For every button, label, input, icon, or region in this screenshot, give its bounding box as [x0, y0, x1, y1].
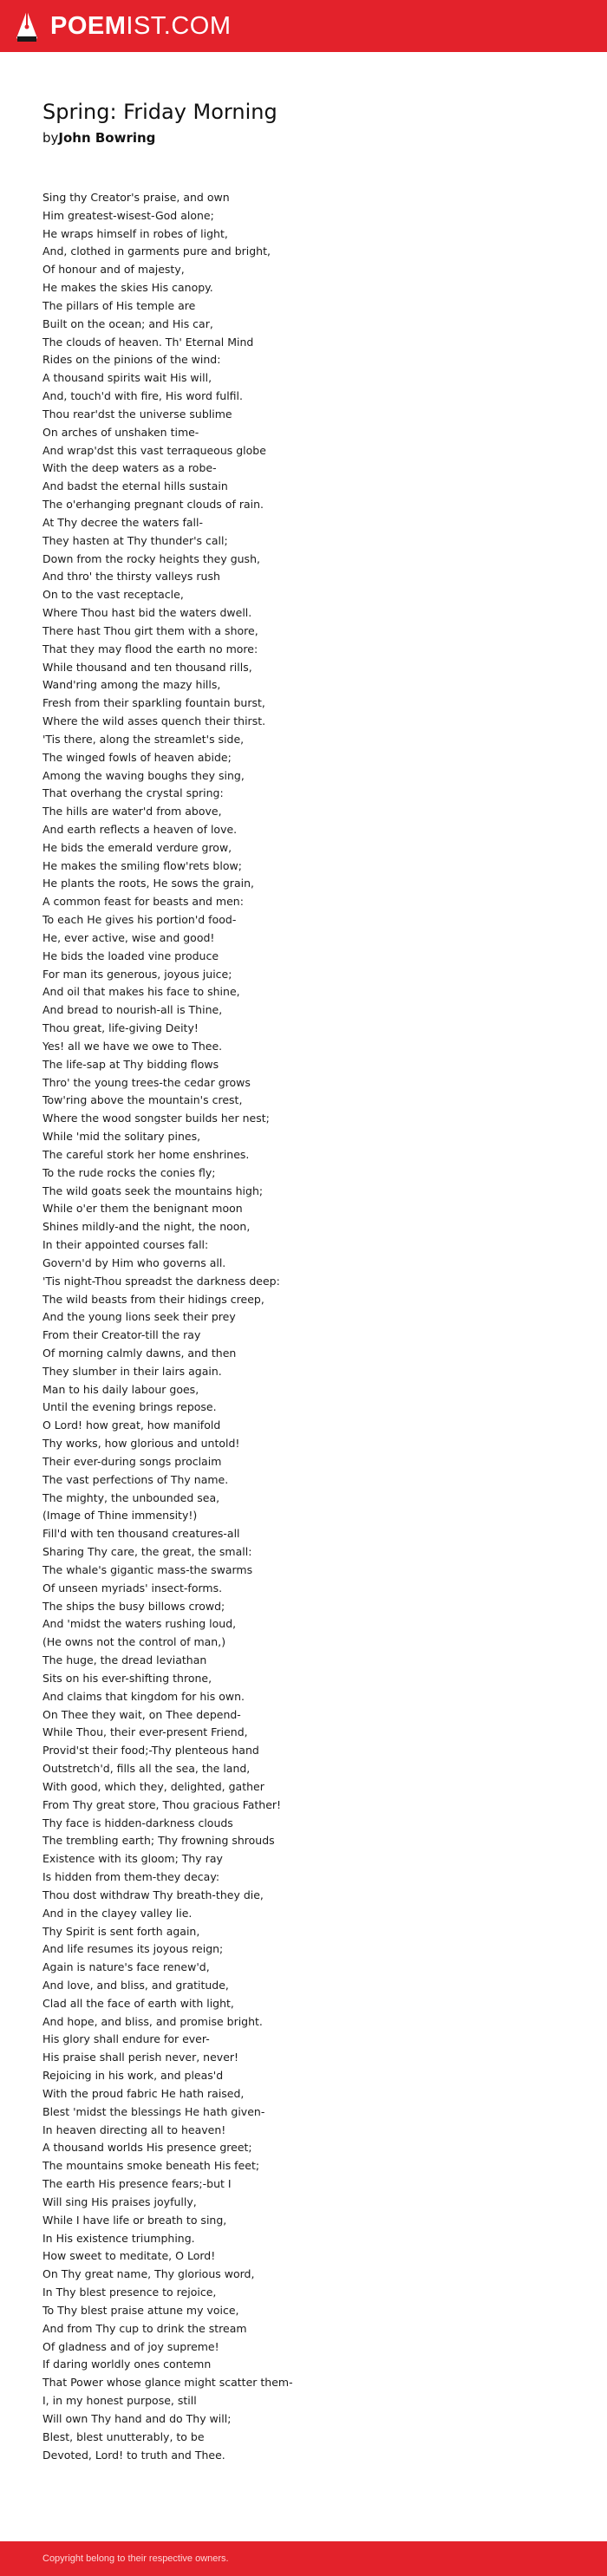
poem-line: The vast perfections of Thy name. — [42, 1472, 229, 1486]
poem-line: That they may flood the earth no more: — [42, 642, 258, 655]
poem-line: While o'er them the benignant moon — [42, 1202, 243, 1216]
poem-line: Will sing His praises joyfully, — [42, 2194, 197, 2208]
poem-line: Again is nature's face renew'd, — [42, 1960, 210, 1974]
poem-line: (Image of Thine immensity!) — [42, 1509, 198, 1523]
poem-line: He makes the smiling flow'rets blow; — [42, 858, 242, 872]
poem-line: To the rude rocks the conies fly; — [42, 1165, 216, 1179]
byline — [42, 129, 155, 147]
poem-title: Spring: Friday Morning — [42, 100, 277, 124]
poem-line: Outstretch'd, fills all the sea, the land, — [42, 1762, 251, 1776]
poem-line: The hills are water'd from above, — [42, 805, 222, 818]
poem-line: Wand'ring among the mazy hills, — [42, 678, 221, 692]
poem-line: While Thou, their ever-present Friend, — [42, 1725, 248, 1739]
poem-line: The trembling earth; Thy frowning shrouds — [42, 1834, 275, 1848]
footer-bar — [0, 2541, 607, 2576]
poem-line: And oil that makes his face to shine, — [42, 985, 240, 999]
poem-line: Rejoicing in his work, and pleas'd — [42, 2069, 224, 2083]
poem-line: And in the clayey valley lie. — [42, 1906, 193, 1920]
poem-line: 'Tis night-Thou spreadst the darkness deep: — [42, 1274, 280, 1288]
poem-line: The mighty, the unbounded sea, — [42, 1490, 220, 1504]
poem-line: From their Creator-till the ray — [42, 1328, 201, 1342]
poem-line: At Thy decree the waters fall- — [42, 515, 203, 529]
poem-line: A thousand spirits wait His will, — [42, 371, 212, 385]
poem-line: He bids the emerald verdure grow, — [42, 840, 232, 854]
poem-line: His glory shall endure for ever- — [42, 2032, 210, 2046]
poem-line: With the deep waters as a robe- — [42, 461, 217, 475]
poem-line: And badst the eternal hills sustain — [42, 479, 228, 493]
poem-line: In His existence triumphing. — [42, 2231, 195, 2245]
poem-line: And claims that kingdom for his own. — [42, 1689, 245, 1703]
poem-line: If daring worldly ones contemn — [42, 2358, 212, 2371]
poem-line: The winged fowls of heaven abide; — [42, 750, 232, 764]
poem-line: And bread to nourish-all is Thine, — [42, 1003, 223, 1017]
poem-line: In heaven directing all to heaven! — [42, 2123, 226, 2136]
poem-line: Thy works, how glorious and untold! — [42, 1437, 240, 1451]
poem-line: Thy face is hidden-darkness clouds — [42, 1816, 233, 1829]
poem-line: The earth His presence fears;-but I — [42, 2177, 232, 2191]
poem-line: The wild goats seek the mountains high; — [42, 1184, 264, 1197]
poem-line: On Thy great name, Thy glorious word, — [42, 2267, 255, 2281]
poem-line: For man its generous, joyous juice; — [42, 967, 232, 981]
brand-light: IST.COM — [126, 12, 232, 40]
poem-line: He plants the roots, He sows the grain, — [42, 877, 254, 890]
poem-line: And, touch'd with fire, His word fulfil. — [42, 389, 244, 403]
poem-line: Blest 'midst the blessings He hath given- — [42, 2104, 265, 2118]
poem-line: I, in my honest purpose, still — [42, 2394, 197, 2408]
poem-line: Of honour and of majesty, — [42, 263, 185, 277]
poem-line: He, ever active, wise and good! — [42, 930, 215, 944]
poem-line: Man to his daily labour goes, — [42, 1382, 199, 1396]
poem-line: And love, and bliss, and gratitude, — [42, 1978, 229, 1992]
pen-nib-icon[interactable] — [15, 10, 39, 42]
poem-line: They hasten at Thy thunder's call; — [42, 533, 228, 547]
poem-line: And the young lions seek their prey — [42, 1310, 236, 1324]
poem-line: He makes the skies His canopy. — [42, 281, 213, 295]
poem-line: Among the waving boughs they sing, — [42, 768, 245, 782]
poem-line: On arches of unshaken time- — [42, 425, 199, 439]
poem-line: The careful stork her home enshrines. — [42, 1147, 250, 1161]
poem-line: Their ever-during songs proclaim — [42, 1454, 222, 1468]
poem-line: Of unseen myriads' insect-forms. — [42, 1581, 223, 1595]
poem-line: From Thy great store, Thou gracious Father! — [42, 1797, 282, 1811]
poem-line: Blest, blest unutterably, to be — [42, 2429, 205, 2443]
poem-line: The clouds of heaven. Th' Eternal Mind — [42, 335, 254, 349]
poem-line: Where the wild asses quench their thirst. — [42, 714, 266, 728]
poem-line: Until the evening brings repose. — [42, 1400, 217, 1414]
poem-line: Provid'st their food;-Thy plenteous hand — [42, 1744, 259, 1758]
brand-bold: POEM — [50, 12, 127, 40]
poem-line: He wraps himself in robes of light, — [42, 226, 228, 240]
poem-line: With the proud fabric He hath raised, — [42, 2086, 245, 2100]
poem-line: Devoted, Lord! to truth and Thee. — [42, 2448, 225, 2462]
poem-line: A common feast for beasts and men: — [42, 895, 244, 909]
poem-line: 'Tis there, along the streamlet's side, — [42, 732, 245, 746]
poem-line: Thro' the young trees-the cedar grows — [42, 1075, 251, 1089]
poem-line: The o'erhanging pregnant clouds of rain. — [42, 498, 264, 512]
poem-line: While I have life or breath to sing, — [42, 2213, 227, 2227]
poem-line: Will own Thy hand and do Thy will; — [42, 2411, 232, 2425]
poem-line: Is hidden from them-they decay: — [42, 1870, 220, 1884]
poem-line: The wild beasts from their hidings creep, — [42, 1292, 264, 1306]
poem-line: The mountains smoke beneath His feet; — [42, 2159, 260, 2173]
poem-line: His praise shall perish never, never! — [42, 2051, 239, 2064]
poem-line: And, clothed in garments pure and bright, — [42, 245, 271, 258]
poem-line: Of morning calmly dawns, and then — [42, 1347, 237, 1360]
poem-line: And 'midst the waters rushing loud, — [42, 1617, 237, 1631]
poem-line: The ships the busy billows crowd; — [42, 1599, 225, 1613]
author-link[interactable]: John Bowring — [58, 130, 156, 146]
poem-line: That Power whose glance might scatter them- — [42, 2376, 293, 2390]
poem-line: Thou rear'dst the universe sublime — [42, 407, 232, 421]
poem-line: Of gladness and of joy supreme! — [42, 2339, 219, 2353]
poem-line: Built on the ocean; and His car, — [42, 316, 213, 330]
poem-line: In their appointed courses fall: — [42, 1238, 209, 1252]
poem-line: Govern'd by Him who governs all. — [42, 1255, 226, 1269]
poem-line: (He owns not the control of man,) — [42, 1635, 226, 1649]
poem-line: The whale's gigantic mass-the swarms — [42, 1562, 253, 1576]
poem-line: And wrap'dst this vast terraqueous globe — [42, 443, 266, 457]
poem-line: Where Thou hast bid the waters dwell. — [42, 606, 252, 620]
poem-line: The life-sap at Thy bidding flows — [42, 1057, 219, 1071]
poem-line: Thou great, life-giving Deity! — [42, 1021, 199, 1035]
poem-line: To each He gives his portion'd food- — [42, 913, 237, 927]
by-label: by — [42, 130, 59, 146]
poem-line: With good, which they, delighted, gather — [42, 1779, 264, 1793]
poem-body — [42, 189, 580, 2464]
poem-line: While thousand and ten thousand rills, — [42, 660, 252, 674]
poem-line: The pillars of His temple are — [42, 298, 196, 312]
poem-line: They slumber in their lairs again. — [42, 1364, 222, 1378]
poem-line: Sharing Thy care, the great, the small: — [42, 1545, 252, 1559]
poem-line: Existence with its gloom; Thy ray — [42, 1852, 223, 1866]
header-bar — [0, 0, 607, 52]
poem-line: A thousand worlds His presence greet; — [42, 2141, 252, 2155]
poem-line: Yes! all we have we owe to Thee. — [42, 1039, 223, 1053]
poem-line: And earth reflects a heaven of love. — [42, 822, 238, 836]
poem-line: Him greatest-wisest-God alone; — [42, 208, 214, 222]
poem-line: On Thee they wait, on Thee depend- — [42, 1707, 241, 1721]
poem-line: Fresh from their sparkling fountain burst, — [42, 696, 265, 710]
site-logo[interactable] — [50, 12, 232, 40]
poem-line: And hope, and bliss, and promise bright. — [42, 2014, 263, 2028]
poem-line: Shines mildly-and the night, the noon, — [42, 1220, 251, 1234]
poem-line: On to the vast receptacle, — [42, 588, 184, 602]
poem-line: While 'mid the solitary pines, — [42, 1130, 201, 1144]
poem-line: Sits on his ever-shifting throne, — [42, 1671, 212, 1685]
poem-line: The huge, the dread leviathan — [42, 1653, 207, 1667]
poem-line: And life resumes its joyous reign; — [42, 1942, 224, 1956]
poem-line: Fill'd with ten thousand creatures-all — [42, 1527, 240, 1541]
poem-line: Where the wood songster builds her nest; — [42, 1112, 270, 1125]
poem-line: In Thy blest presence to rejoice, — [42, 2286, 217, 2299]
poem-line: And thro' the thirsty valleys rush — [42, 570, 220, 584]
poem-line: There hast Thou girt them with a shore, — [42, 623, 258, 637]
poem-line: That overhang the crystal spring: — [42, 786, 224, 800]
poem-line: Tow'ring above the mountain's crest, — [42, 1093, 243, 1107]
poem-line: Clad all the face of earth with light, — [42, 1996, 234, 2010]
poem-line: Down from the rocky heights they gush, — [42, 551, 260, 565]
poem-line: And from Thy cup to drink the stream — [42, 2321, 247, 2335]
poem-line: O Lord! how great, how manifold — [42, 1418, 221, 1432]
poem-line: How sweet to meditate, O Lord! — [42, 2249, 216, 2263]
poem-line: Thy Spirit is sent forth again, — [42, 1924, 200, 1938]
poem-line: Rides on the pinions of the wind: — [42, 353, 221, 367]
poem-line: Thou dost withdraw Thy breath-they die, — [42, 1888, 264, 1901]
poem-line: To Thy blest praise attune my voice, — [42, 2303, 239, 2317]
poem-line: Sing thy Creator's praise, and own — [42, 191, 230, 204]
poem-line: He bids the loaded vine produce — [42, 949, 219, 962]
copyright-notice: Copyright belong to their respective owners. — [42, 2553, 229, 2564]
